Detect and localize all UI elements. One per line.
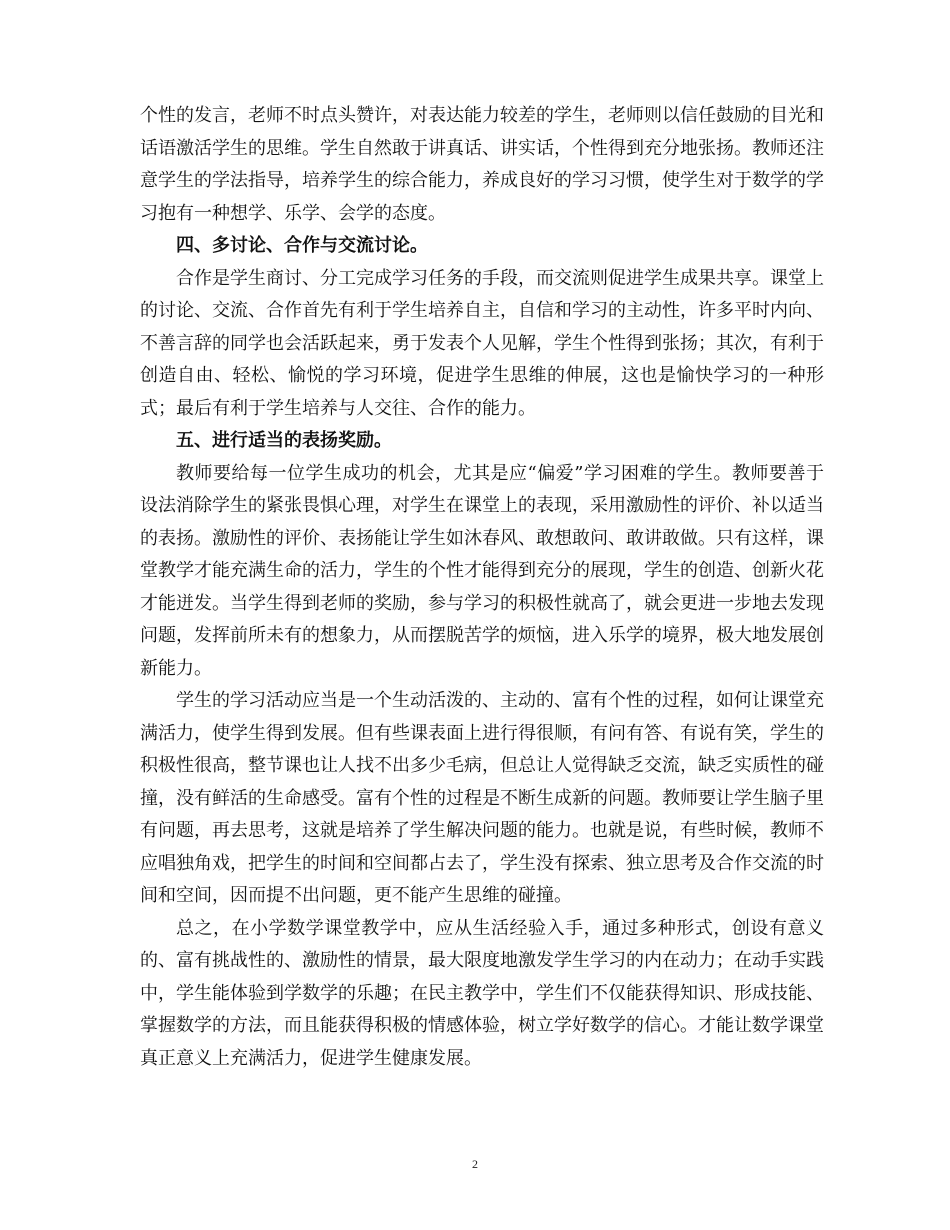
paragraph-conclusion: 总之，在小学数学课堂教学中，应从生活经验入手，通过多种形式，创设有意义的、富有挑战性的、激励性的情景，最大限度地激发学生学习的内在动力；在动手实践中，学生能体验到学数学的乐趣；在民主教学中，学生们不仅能获得知识、形成技能、掌握数学的方法，而且能获得积极的情感体验，树立学好数学的信心。才能让数学课堂真正意义上充满活力，促进学生健康发展。 (140, 917, 824, 1069)
page-number: 2 (472, 1157, 478, 1171)
section-heading-4: 四、多讨论、合作与交流讨论。 (176, 235, 428, 256)
paragraph-learning-activity: 学生的学习活动应当是一个生动活泼的、主动的、富有个性的过程，如何让课堂充满活力，使学生得到发展。但有些课表面上进行得很顺，有问有答、有说有笑，学生的积极性很高，整节课也让人找不出多少毛病，但总让人觉得缺乏交流，缺乏实质性的碰撞，没有鲜活的生命感受。富有个性的过程是不断生成新的问题。教师要让学生脑子里有问题，再去思考，这就是培养了学生解决问题的能力。也就是说，有些时候，教师不应唱独角戏，把学生的时间和空间都占去了，学生没有探索、独立思考及合作交流的时间和空间，因而提不出问题，更不能产生思维的碰撞。 (140, 690, 824, 906)
paragraph-continuation: 个性的发言，老师不时点头赞许，对表达能力较差的学生，老师则以信任鼓励的目光和话语激活学生的思维。学生自然敢于讲真话、讲实话，个性得到充分地张扬。教师还注意学生的学法指导，培养学生的综合能力，养成良好的学习习惯，使学生对于数学的学习抱有一种想学、乐学、会学的态度。 (140, 105, 824, 224)
paragraph-discussion: 合作是学生商讨、分工完成学习任务的手段，而交流则促进学生成果共享。课堂上的讨论、交流、合作首先有利于学生培养自主，自信和学习的主动性，许多平时内向、不善言辞的同学也会活跃起来，勇于发表个人见解，学生个性得到张扬；其次，有利于创造自由、轻松、愉悦的学习环境，促进学生思维的伸展，这也是愉快学习的一种形式；最后有利于学生培养与人交往、合作的能力。 (140, 267, 824, 419)
section-heading-5: 五、进行适当的表扬奖励。 (176, 430, 392, 451)
paragraph-praise: 教师要给每一位学生成功的机会，尤其是应“偏爱”学习困难的学生。教师要善于设法消除学生的紧张畏惧心理，对学生在课堂上的表现，采用激励性的评价、补以适当的表扬。激励性的评价、表扬能让学生如沐春风、敢想敢问、敢讲敢做。只有这样，课堂教学才能充满生命的活力，学生的个性才能得到充分的展现，学生的创造、创新火花才能迸发。当学生得到老师的奖励，参与学习的积极性就高了，就会更进一步地去发现问题，发挥前所未有的想象力，从而摆脱苦学的烦恼，进入乐学的境界，极大地发展创新能力。 (140, 462, 824, 679)
document-page (140, 100, 824, 1075)
